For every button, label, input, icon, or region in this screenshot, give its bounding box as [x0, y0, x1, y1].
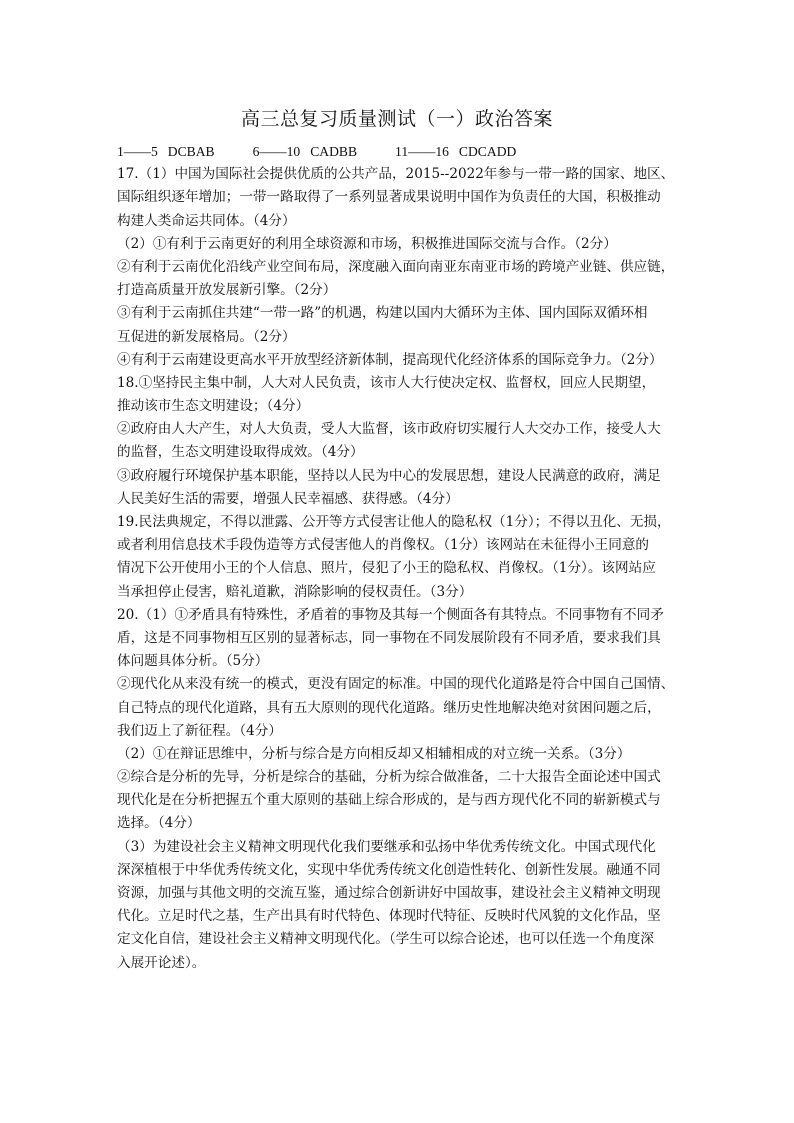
answer-text-line: 19.民法典规定，不得以泄露、公开等方式侵害让他人的隐私权（1分）；不得以丑化、无损，: [117, 514, 671, 530]
answer-text-line: 构建人类命运共同体。（4分）: [117, 212, 296, 229]
answer-text-line: 情况下公开使用小王的个人信息、照片，侵犯了小王的隐私权、肖像权。（1分）。该网站应: [117, 560, 656, 577]
answer-text-line: （2）①在辩证思维中，分析与综合是方向相反却又相辅相成的对立统一关系。（3分）: [117, 745, 631, 762]
answer-text-line: ③政府履行环境保护基本职能，坚持以人民为中心的发展思想，建设人民满意的政府，满足: [117, 467, 661, 484]
answer-text-line: ②现代化从来没有统一的模式，更没有固定的标准。中国的现代化道路是符合中国自己国情、: [117, 676, 675, 693]
multiple-choice-answer-key: [117, 140, 677, 163]
answer-text-line: 盾，这是不同事物相互区别的显著标志，同一事物在不同发展阶段有不同矛盾，要求我们具: [117, 629, 661, 646]
answer-text-line: 或者利用信息技术手段伪造等方式侵害他人的肖像权。（1分）该网站在未征得小王同意的: [117, 537, 650, 554]
answer-text-line: 20.（1）①矛盾具有特殊性，矛盾着的事物及其每一个侧面各有其特点。不同事物有不同矛: [117, 606, 664, 623]
answer-text-line: ③有利于云南抓住共建“一带一路”的机遇，构建以国内大循环为主体、国内国际双循环相: [117, 305, 648, 322]
answer-text-line: 的监督，生态文明建设取得成效。（4分）: [117, 444, 364, 461]
answer-text-line: 当承担停止侵害，赔礼道歉，消除影响的侵权责任。（3分）: [117, 583, 473, 600]
answer-range-2: 6——10: [252, 144, 301, 159]
document-title: 高三总复习质量测试（一）政治答案: [240, 108, 553, 130]
answer-text-line: 人民美好生活的需要，增强人民幸福感、获得感。（4分）: [117, 490, 459, 507]
answer-text-line: 入展开论述）。: [117, 954, 206, 971]
answer-text-line: ④有利于云南建设更高水平开放型经济新体制，提高现代化经济体系的国际竞争力。（2分）: [117, 351, 663, 368]
answer-text-line: 推动该市生态文明建设；（4分）: [117, 398, 310, 415]
answer-text-line: 国际组织逐年增加；一带一路取得了一系列显著成果说明中国作为负责任的大国，积极推动: [117, 189, 661, 206]
answer-set-3: CDCADD: [458, 144, 517, 159]
answer-text-line: 18.①坚持民主集中制，人大对人民负责，该市人大行使决定权、监督权，回应人民期望，: [117, 374, 656, 391]
answer-text-line: 现代化是在分析把握五个重大原则的基础上综合形成的，是与西方现代化不同的崭新模式与: [117, 792, 661, 809]
answer-set-1: DCBAB: [167, 144, 215, 159]
document-body: [117, 140, 677, 975]
answer-text-line: ②有利于云南优化沿线产业空间布局，深度融入面向南亚东南亚市场的跨境产业链、供应链，: [117, 258, 675, 275]
answer-text-line: （3）为建设社会主义精神文明现代化我们要继承和弘扬中华优秀传统文化。中国式现代化: [117, 838, 656, 855]
answer-text-line: ②综合是分析的先导，分析是综合的基础，分析为综合做准备，二十大报告全面论述中国式: [117, 769, 661, 786]
answer-text-line: 我们迈上了新征程。（4分）: [117, 722, 282, 739]
answer-text-line: （2）①有利于云南更好的利用全球资源和市场，积极推进国际交流与合作。（2分）: [117, 235, 617, 252]
answer-text-line: 代化。立足时代之基，生产出具有时代特色、体现时代特征、反映时代风貌的文化作品，坚: [117, 908, 661, 925]
answer-text-line: 自己特点的现代化道路，具有五大原则的现代化道路。继历史性地解决绝对贫困问题之后，: [117, 699, 661, 716]
answer-text-line: ②政府由人大产生，对人大负责，受人大监督，该市政府切实履行人大交办工作，接受人大: [117, 421, 661, 438]
answer-range-3: 11——16: [395, 144, 449, 159]
answer-text-line: 选择。（4分）: [117, 815, 201, 832]
answer-set-2: CADBB: [310, 144, 358, 159]
answer-text-line: 定文化自信，建设社会主义精神文明现代化。（学生可以综合论述，也可以任选一个角度深: [117, 931, 654, 948]
answer-text-line: 打造高质量开放发展新引擎。（2分）: [117, 282, 337, 299]
answer-text-line: 互促进的新发展格局。（2分）: [117, 328, 296, 345]
answer-text-line: 17.（1）中国为国际社会提供优质的公共产品，2015--2022年参与一带一路的国家、地区、: [117, 166, 675, 183]
answer-range-1: 1——5: [117, 144, 158, 159]
answer-text-line: 资源，加强与其他文明的交流互鉴，通过综合创新讲好中国故事，建设社会主义精神文明现: [117, 885, 661, 901]
answer-text-line: 深深植根于中华优秀传统文化，实现中华优秀传统文化创造性转化、创新性发展。融通不同: [117, 861, 661, 878]
answer-text-line: 体问题具体分析。（5分）: [117, 653, 269, 670]
